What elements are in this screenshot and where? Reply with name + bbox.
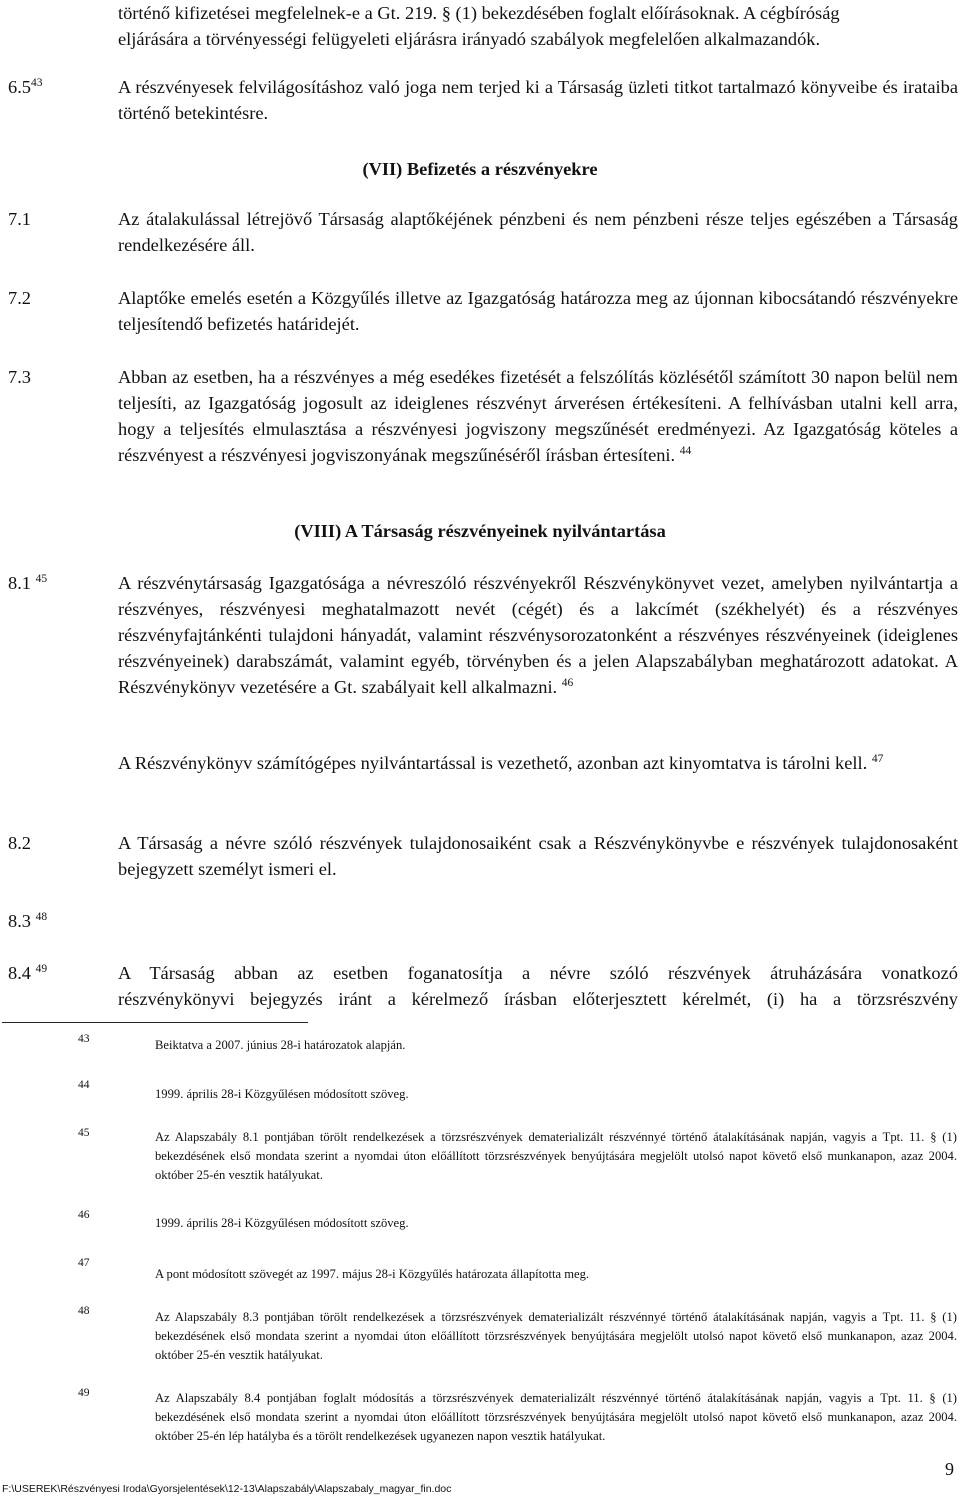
- footnote-number: 49: [78, 1387, 90, 1399]
- continuation-line-2: eljárására a törvényességi felügyeleti eljárásra irányadó szabályok megfelelően alkalmazandók.: [118, 29, 821, 49]
- section-number-8-3: 8.3 $^{48}$: [8, 911, 48, 931]
- footnote-ref-45: 45: [35, 573, 48, 585]
- footnote-number: 47: [78, 1257, 90, 1269]
- footnote-ref-43: 43: [31, 77, 43, 89]
- footnote-text: A pont módosított szövegét az 1997. május 28-i Közgyűlés határozata állapította meg.: [155, 1267, 590, 1281]
- section-number-8-4: 8.4 $^{49}$: [8, 963, 48, 983]
- heading-section-vii: (VII) Befizetés a részvényekre: [362, 159, 598, 179]
- continuation-line-1: történő kifizetései megfelelnek-e a Gt. 219. § (1) bekezdésében foglalt előírásoknak. A cégbíróság: [118, 3, 840, 23]
- section-8-1-para2-body: A Részvénykönyv számítógépes nyilvántartással is vezethető, azonban azt kinyomtatva is tárolni kell.: [118, 753, 868, 773]
- section-8-1-text: [118, 570, 958, 703]
- file-path-footer: F:\USEREK\Részvényesi Iroda\Gyorsjelentések\12-13\Alapszabály\Alapszabaly_magyar_fin.doc: [2, 1483, 452, 1495]
- page-number: 9: [945, 1459, 954, 1479]
- section-8-2-text: A Társaság a névre szóló részvények tulajdonosaiként csak a Részvénykönyvbe e részvények tulajdonosaként bejegyzett személyt ismeri el.: [118, 833, 958, 879]
- section-8-1-body: A részvénytársaság Igazgatósága a névreszóló részvényekről Részvénykönyvet vezet, amelyben nyilvántartja a részvényes, részvényesi meghatalmazott nevét (cégét) és a lakcímét (székhelyét) és a részvényes részvényfajtánkénti tulajdoni hányadát, valamint részvénysorozatonként a részvényes részvényeinek (ideiglenes részvényeinek) darabszámát, valamint egyéb, törvényben és a jelen Alapszabályban meghatározott adatokat. A Részvénykönyv vezetésére a Gt. szabályait kell alkalmazni.: [118, 573, 958, 697]
- section-7-3-text: [118, 364, 958, 471]
- footnote-text: 1999. április 28-i Közgyűlésen módosított szöveg.: [155, 1087, 409, 1101]
- section-8-4-line-2: részvénykönyvi bejegyzés iránt a kérelmező írásban előterjesztett kérelmét, (i) ha a törzsrészvény: [118, 989, 958, 1009]
- footnote-separator: [2, 1022, 308, 1023]
- footnote-number: 48: [78, 1305, 90, 1317]
- footnote-text: Beiktatva a 2007. június 28-i határozatok alapján.: [155, 1038, 406, 1052]
- section-7-3-body: Abban az esetben, ha a részvényes a még esedékes fizetését a felszólítás közlésétől számított 30 napon belül nem teljesíti, az Igazgatóság jogosult az ideiglenes részvényt árverésen értékesíteni. A felhívásban utalni kell arra, hogy a teljesítés elmulasztása a részvényesi jogviszony megszűnését eredményezi. Az Igazgatóság köteles a részvényest a részvényesi jogviszonyának megszűnéséről írásban értesíteni.: [118, 367, 958, 465]
- heading-section-viii: (VIII) A Társaság részvényeinek nyilvántartása: [294, 521, 666, 541]
- section-number-6-5: $6.5^{43}$: [8, 77, 43, 97]
- footnote-text: Az Alapszabály 8.4 pontjában foglalt módosítás a törzsrészvények dematerializált részvénnyé történő átalakításának napján, vagyis a Tpt. 11. § (1) bekezdésének első mondata szerint a nyomdai úton előállított törzsrészvények benyújtására megjelölt utolsó napot követő első munkanapon, azaz 2004. október 25-én lép hatályba és a törölt rendelkezések ugyanezen napon vesztik hatályukat.: [155, 1391, 957, 1443]
- section-number-8-1: 8.1 $^{45}$: [8, 573, 48, 593]
- section-8-4-line-1: A Társaság abban az esetben foganatosítja a névre szóló részvények átruházására vonatkozó: [118, 963, 958, 983]
- footnote-ref-46: 46: [561, 677, 574, 689]
- section-8-1-paragraph-2: [118, 750, 958, 779]
- section-number-7-1: 7.1: [8, 209, 31, 229]
- footnote-text: 1999. április 28-i Közgyűlésen módosított szöveg.: [155, 1216, 409, 1230]
- section-number-7-3: 7.3: [8, 367, 31, 387]
- footnote-ref-47: 47: [871, 753, 884, 765]
- footnote-number: 43: [78, 1033, 90, 1045]
- footnote-number: 46: [78, 1209, 90, 1221]
- footnote-number: 45: [78, 1127, 90, 1139]
- section-6-5-text: A részvényesek felvilágosításhoz való joga nem terjed ki a Társaság üzleti titkot tartalmazó könyveibe és irataiba történő betekintésre.: [118, 77, 958, 123]
- section-7-2-text: Alaptőke emelés esetén a Közgyűlés illetve az Igazgatóság határozza meg az újonnan kibocsátandó részvényekre teljesítendő befizetés határidejét.: [118, 288, 958, 334]
- footnote-ref-48: 48: [35, 911, 48, 923]
- section-number-7-2: 7.2: [8, 288, 31, 308]
- footnote-text: Az Alapszabály 8.3 pontjában törölt rendelkezések a törzsrészvények dematerializált részvénnyé történő átalakításának napján, vagyis a Tpt. 11. § (1) bekezdésének első mondata szerint a nyomdai úton előállított törzsrészvények benyújtására megjelölt utolsó napot követő első munkanapon, azaz 2004. október 25-én vesztik hatályukat.: [155, 1310, 957, 1362]
- footnote-text: Az Alapszabály 8.1 pontjában törölt rendelkezések a törzsrészvények dematerializált részvénnyé történő átalakításának napján, vagyis a Tpt. 11. § (1) bekezdésének első mondata szerint a nyomdai úton előállított törzsrészvények benyújtására megjelölt utolsó napot követő első munkanapon, azaz 2004. október 25-én vesztik hatályukat.: [155, 1130, 957, 1182]
- footnote-ref-44: 44: [679, 445, 692, 457]
- footnote-number: 44: [78, 1079, 90, 1091]
- section-7-1-text: Az átalakulással létrejövő Társaság alaptőkéjének pénzbeni és nem pénzbeni része teljes egészében a Társaság rendelkezésére áll.: [118, 209, 958, 255]
- section-number-8-2: 8.2: [8, 833, 31, 853]
- footnote-ref-49: 49: [35, 963, 48, 975]
